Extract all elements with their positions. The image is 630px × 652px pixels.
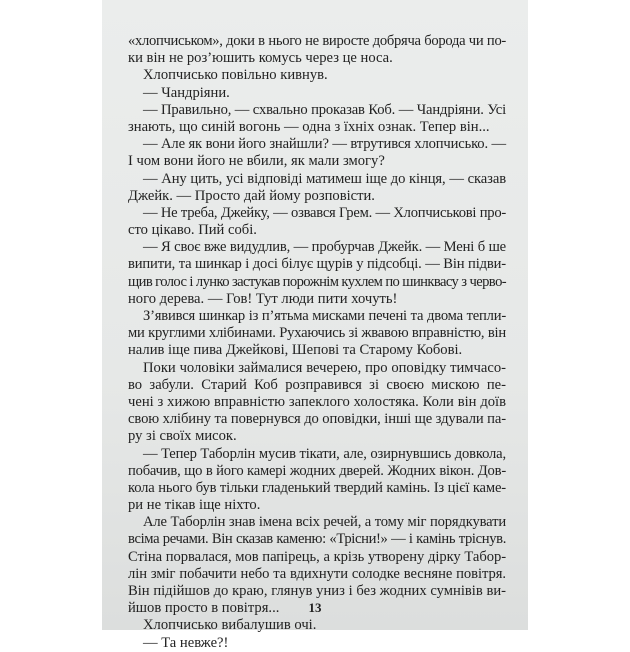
text-line: знають, що синій вогонь — одна з їхніх ознак. Тепер він...	[128, 118, 490, 135]
paragraph	[128, 33, 506, 67]
text-line: ки він не роз’юшить комусь через це носа.	[128, 50, 393, 67]
text-line: — Та невже?!	[143, 634, 229, 651]
text-line: ного дерева. — Гов! Тут люди пити хочуть!	[128, 290, 398, 307]
text-line: — Я своє вже видудлив, — пробурчав Джейк. — Мені б ше	[143, 239, 506, 256]
text-line: Стіна порвалася, мов папірець, а крізь утворену дірку Табор-	[128, 548, 506, 565]
paragraph	[128, 205, 506, 239]
text-line: сто цікаво. Пий собі.	[128, 222, 257, 239]
text-line: З’явився шинкар із п’ятьма мисками печені та двома тепли-	[143, 308, 506, 324]
paragraph	[128, 635, 506, 652]
paragraph	[128, 360, 506, 446]
paragraph	[128, 239, 506, 308]
text-line: свою хлібину та повернувся до оповідки, інші ще здували па-	[128, 411, 506, 428]
text-line: чені з хижою вправністю запеклого холостяка. Коли він доїв	[128, 393, 506, 410]
paragraph	[128, 446, 506, 515]
text-line: кола нього був тільки гладенький твердий камінь. Із цієї каме-	[128, 479, 506, 496]
text-line: во забули. Старий Коб розправився зі своєю мискою пе-	[128, 376, 506, 393]
text-line: — Ану цить, усі відповіді матимеш іще до кінця, — сказав	[143, 170, 506, 187]
text-line: Поки чоловіки займалися вечерею, про оповідку тимчасо-	[143, 359, 506, 376]
text-line: І чом вони його не вбили, як мали змогу?	[128, 153, 385, 170]
text-line: випити, та шинкар і досі білує щурів у підсобці. — Він підви-	[128, 256, 506, 273]
text-line: — Але як вони його знайшли? — втрутився хлопчисько. —	[143, 136, 506, 153]
text-line: Джейк. — Просто дай йому розповісти.	[128, 187, 375, 204]
text-line: Хлопчисько повільно кивнув.	[143, 67, 328, 84]
text-line: йшов просто в повітря...	[128, 600, 280, 617]
text-line: ми круглими хлібинами. Рухаючись зі жвавою вправністю, він	[128, 325, 506, 342]
text-line: Він підійшов до краю, глянув униз і без жодних сумнівів ви-	[128, 583, 506, 599]
paragraph	[128, 171, 506, 205]
text-line: Хлопчисько вибалушив очі.	[143, 617, 317, 634]
book-page	[102, 0, 528, 651]
text-line: лін зміг побачити небо та вдихнути солодке весняне повітря.	[128, 565, 506, 582]
paragraph	[128, 85, 506, 102]
text-line: Але Таборлін знав імена всіх речей, а тому міг порядкувати	[143, 514, 506, 531]
text-line: — Правильно, — схвально проказав Коб. — Чандріяни. Усі	[143, 101, 506, 118]
text-line: «хлопчиськом», доки в нього не виросте добряча борода чи по-	[128, 33, 506, 49]
text-line: ри не тікав іще ніхто.	[128, 497, 261, 514]
text-line: — Не треба, Джейку, — озвався Грем. — Хлопчиськові про-	[143, 204, 506, 221]
paragraph	[128, 308, 506, 360]
text-line: всіма речами. Він сказав каменю: «Трісни!» — і камінь тріснув.	[128, 531, 506, 548]
body-text	[128, 33, 506, 652]
text-line: побачив, що в його камері жодних дверей. Жодних вікон. Дов-	[128, 462, 506, 479]
text-line: налив іще пива Джейкові, Шепові та Старому Кобові.	[128, 342, 463, 359]
paragraph	[128, 67, 506, 84]
page-number: 13	[308, 600, 322, 615]
text-line: — Чандріяни.	[143, 84, 230, 101]
paragraph	[128, 617, 506, 634]
paragraph	[128, 136, 506, 170]
text-line: щив голос і лунко застукав порожнім кухлем по шинквасу з червo-	[128, 273, 507, 290]
text-line: ру зі своїх мисок.	[128, 428, 237, 445]
text-line: — Тепер Таборлін мусив тікати, але, озирнувшись довкола,	[143, 445, 506, 462]
paragraph	[128, 102, 506, 136]
